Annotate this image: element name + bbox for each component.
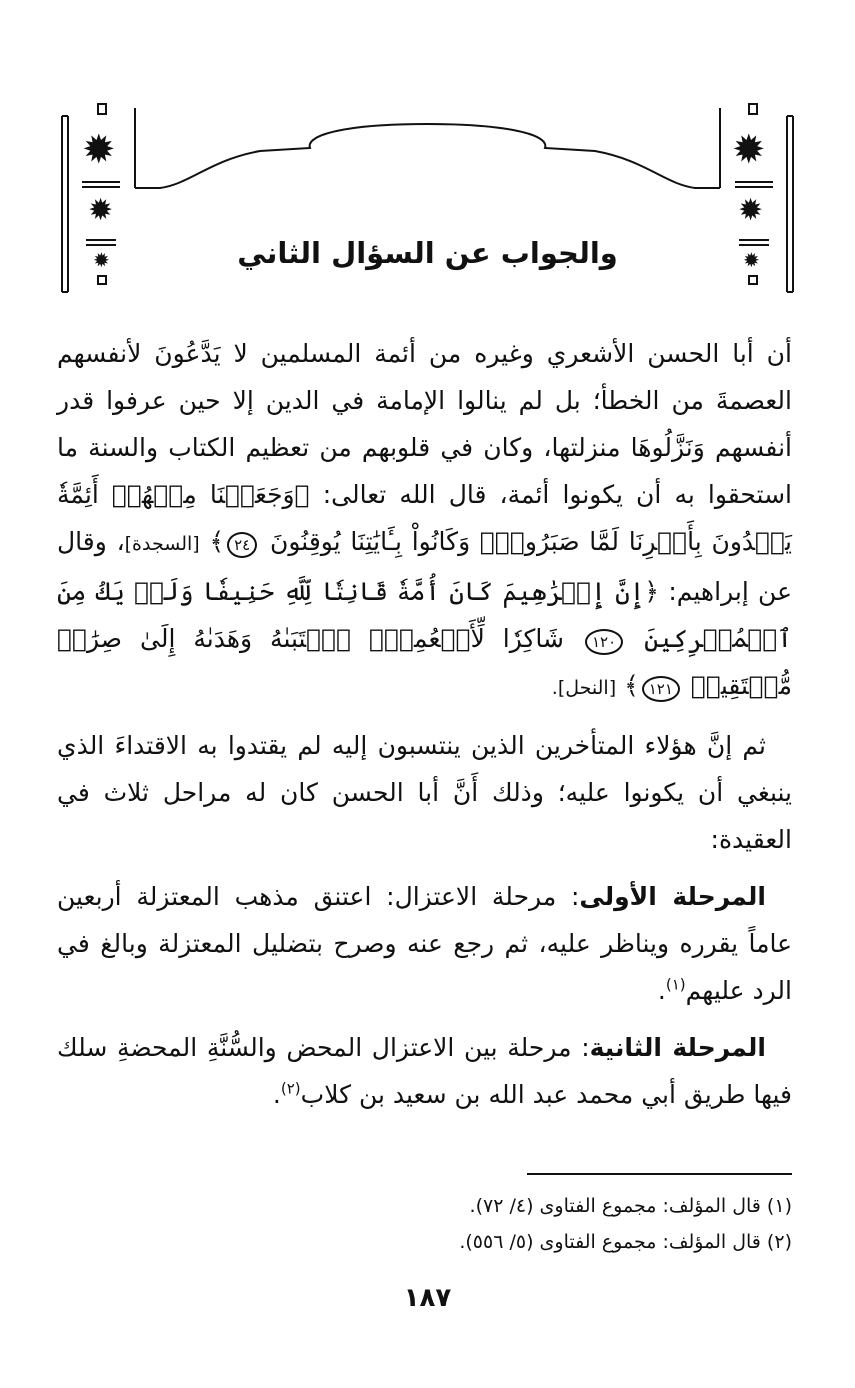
body-text	[57, 330, 792, 1128]
footnote-1: (١) قال المؤلف: مجموع الفتاوى (٤/ ٧٢).	[469, 1195, 792, 1217]
footnote-marker[interactable]: (١)	[665, 975, 686, 994]
stage-one-end: .	[657, 976, 666, 1005]
quran-verse-nahl-120: ﴿إِنَّ إِبۡرَٰهِيمَ كَانَ أُمَّةٗ قَانِتٗا لِّلَّهِ حَنِيفٗا وَلَمۡ يَكُ مِنَ ٱلۡمُشۡرِكِينَ	[57, 577, 793, 653]
quran-close-bracket: ﴾	[624, 671, 639, 700]
stage-two-label: المرحلة الثانية	[589, 1033, 766, 1062]
star-icon: ✹	[82, 127, 116, 173]
star-icon: ✹	[743, 248, 760, 272]
chapter-title: والجواب عن السؤال الثاني	[237, 236, 618, 270]
star-icon: ✹	[93, 248, 110, 272]
ayah-number: ١٢١	[642, 676, 680, 702]
footnote-2: (٢) قال المؤلف: مجموع الفتاوى (٥/ ٥٥٦).	[459, 1231, 792, 1253]
star-icon: ✹	[88, 193, 114, 228]
quran-verse-nahl-121: شَاكِرٗا لِّأَنۡعُمِهِۚ ٱجۡتَبَىٰهُ وَهَدَىٰهُ إِلَىٰ صِرَٰطٖ مُّسۡتَقِيمٖ	[57, 624, 792, 700]
footnote-marker[interactable]: (٢)	[280, 1079, 301, 1098]
ayah-number: ٢٤	[227, 532, 257, 558]
surah-reference: [النحل].	[551, 677, 617, 699]
page-number: ١٨٧	[403, 1283, 452, 1313]
star-icon: ✹	[738, 193, 764, 228]
quran-verse-sajdah: ﴿وَجَعَلۡنَا مِنۡهُمۡ أَئِمَّةٗ يَهۡدُونَ بِأَمۡرِنَا لَمَّا صَبَرُواْۖ وَكَانُواْ بِـَٔايَٰتِنَا يُوقِنُونَ	[57, 480, 792, 556]
ornamental-frame	[60, 96, 795, 302]
paragraph-stage-one	[57, 873, 792, 1014]
stage-one-text: : مرحلة الاعتزال: اعتنق مذهب المعتزلة أربعين عاماً يقرره ويناظر عليه، ثم رجع عنه وصرح بتضليل المعتزلة وبالغ في الرد عليهم	[57, 882, 792, 1005]
surah-reference: [السجدة]	[124, 533, 200, 555]
paragraph-intro	[57, 330, 792, 712]
star-icon: ✹	[732, 127, 766, 173]
paragraph-stages-intro: ثم إنَّ هؤلاء المتأخرين الذين ينتسبون إليه لم يقتدوا به الاقتداءَ الذي ينبغي أن يكونوا عليه؛ وذلك أَنَّ أبا الحسن كان له مراحل ثلاث في العقيدة:	[57, 731, 792, 854]
intro-text: أن أبا الحسن الأشعري وغيره من أئمة المسلمين لا يَدَّعُونَ لأنفسهم العصمةَ من الخطأ؛ بل لم ينالوا الإمامة في الدين إلا حين عرفوا قدر أنفسهم وَنَزَّلُوهَا منزلتها، وكان في قلوبهم من تعظيم الكتاب والسنة ما استحقوا به أن يكونوا أئمة، قال الله تعالى:	[57, 339, 792, 509]
paragraph-stage-two	[57, 1024, 792, 1118]
footnote-divider	[527, 1173, 792, 1175]
connector-text: ، وقال عن إبراهيم:	[57, 527, 792, 606]
ayah-number: ١٢٠	[585, 629, 623, 655]
stage-two-text: : مرحلة بين الاعتزال المحض والسُّنَّةِ المحضةِ سلك فيها طريق أبي محمد عبد الله بن سعيد بن كلاب	[57, 1033, 792, 1109]
header-ornament-frame	[60, 96, 795, 302]
stage-two-end: .	[272, 1080, 281, 1109]
footnotes	[57, 1188, 792, 1260]
stage-one-label: المرحلة الأولى	[579, 882, 766, 911]
quran-close-bracket: ﴾	[209, 527, 225, 556]
